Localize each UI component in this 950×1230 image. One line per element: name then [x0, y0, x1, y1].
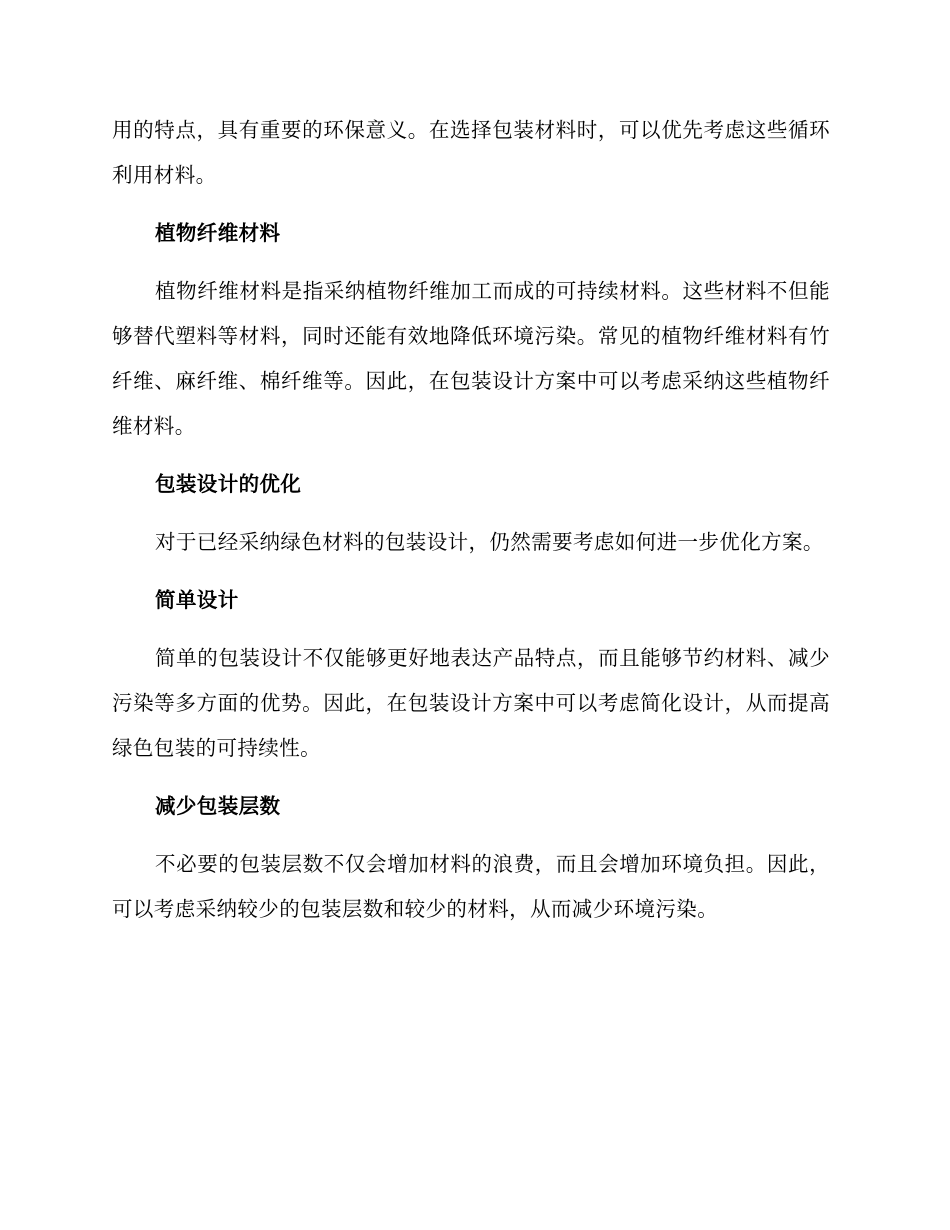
- paragraph-optimization: 对于已经采纳绿色材料的包装设计，仍然需要考虑如何进一步优化方案。: [155, 530, 824, 554]
- heading-plant-fiber: 植物纤维材料: [155, 221, 281, 245]
- paragraph-reduce-layers: 不必要的包装层数不仅会增加材料的浪费，而且会增加环境负担。因此，可以考虑采纳较少的包装层数和较少的材料，从而减少环境污染。: [112, 852, 830, 921]
- heading-simple-design: 简单设计: [155, 588, 239, 612]
- heading-optimization: 包装设计的优化: [155, 472, 302, 496]
- paragraph-plant-fiber: 植物纤维材料是指采纳植物纤维加工而成的可持续材料。这些材料不但能够替代塑料等材料，同时还能有效地降低环境污染。常见的植物纤维材料有竹纤维、麻纤维、棉纤维等。因此，在包装设计方案中可以考虑采纳这些植物纤维材料。: [112, 279, 830, 438]
- intro-paragraph: 用的特点，具有重要的环保意义。在选择包装材料时，可以优先考虑这些循环利用材料。: [112, 118, 830, 187]
- paragraph-simple-design: 简单的包装设计不仅能够更好地表达产品特点，而且能够节约材料、减少污染等多方面的优势。因此，在包装设计方案中可以考虑简化设计，从而提高绿色包装的可持续性。: [112, 646, 830, 760]
- document-page: [112, 108, 830, 932]
- heading-reduce-layers: 减少包装层数: [155, 794, 281, 818]
